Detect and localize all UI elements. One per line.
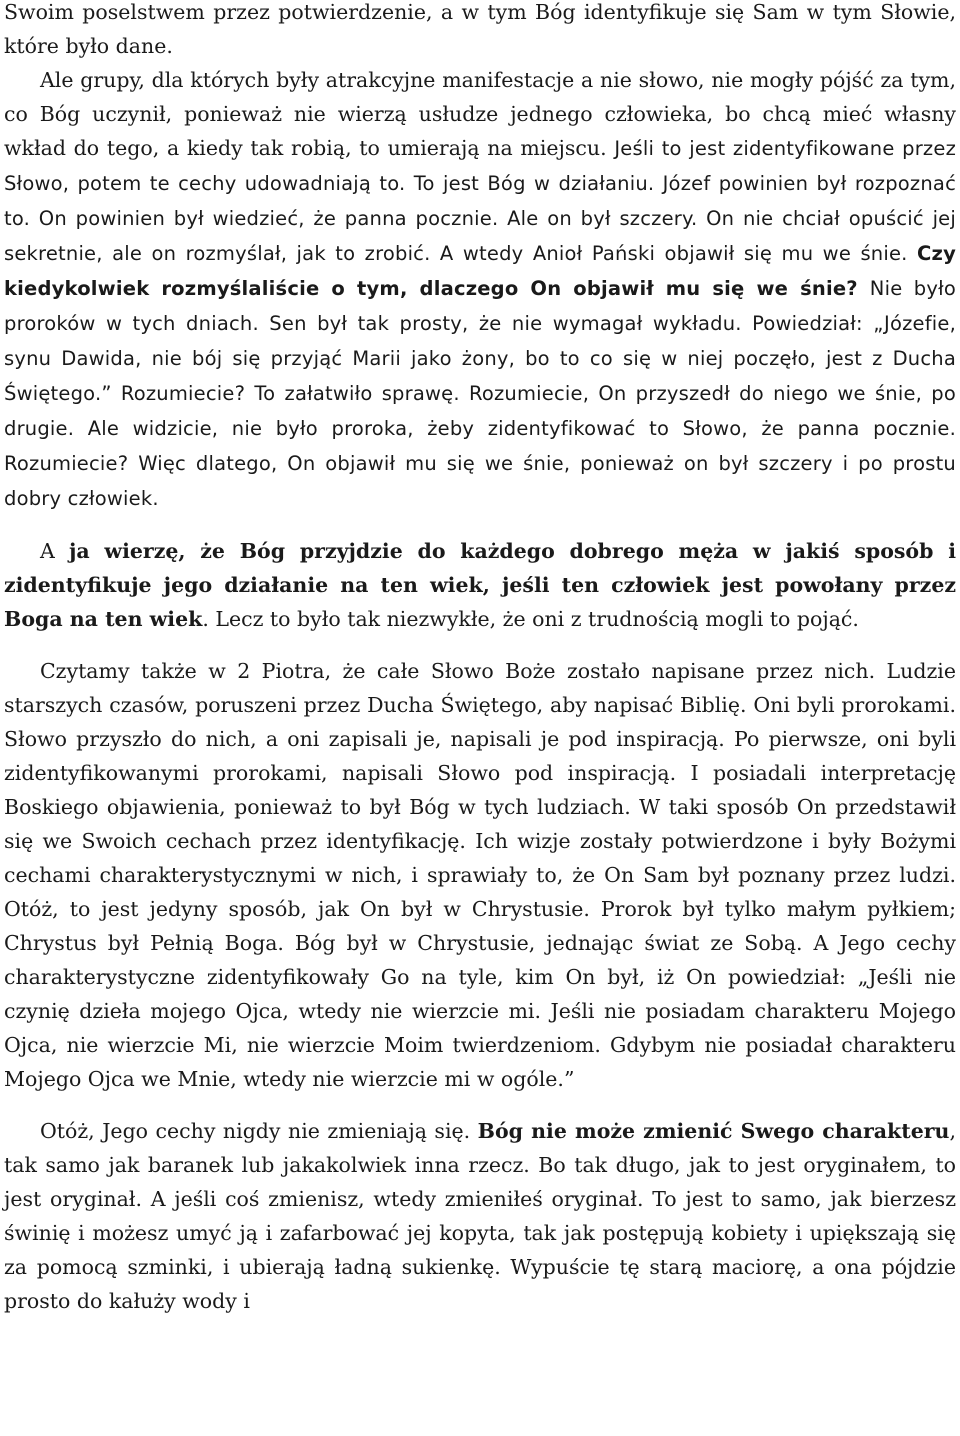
p1-sans-run-2: Nie było proroków w tych dniach. Sen był tak prosty, że nie wymagał wykładu. Powiedział: „Józefie, synu Dawida, nie bój się przyjąć Marii jako żony, bo to co się w niej poczęło, jest z Ducha Świętego.” Rozumiecie? To załatwiło sprawę. Rozumiecie, On przyszedł do niego we śnie, po drugie. Ale widzicie, nie było proroka, żeby zidentyfikować to Słowo, że panna pocznie. Rozumiecie? Więc dlatego, On objawił mu się we śnie, ponieważ on był szczery i po prostu dobry człowiek. xyxy=(4,277,956,510)
paragraph-1 xyxy=(0,0,960,516)
paragraph-4 xyxy=(0,1114,960,1318)
p4-bold-statement: Bóg nie może zmienić Swego charakteru xyxy=(477,1119,950,1143)
paragraph-2 xyxy=(0,534,960,636)
p2-tail: . Lecz to było tak niezwykłe, że oni z trudnością mogli to pojąć. xyxy=(202,607,859,631)
p1-sentence-2: Ale grupy, dla których były atrakcyjne manifestacje a nie słowo, nie mogły pójść za tym, co Bóg uczynił, ponieważ nie wierzą usłudze jednego człowieka, bo chcą mieć własny wkład do tego, a kiedy tak robią, to umierają na miejscu. xyxy=(4,68,956,160)
p1-bold-question: Czy kiedykolwiek rozmyślaliście o tym, dlaczego On objawił mu się we śnie? xyxy=(4,242,956,300)
p3-body: Czytamy także w 2 Piotra, że całe Słowo Boże zostało napisane przez nich. Ludzie starszych czasów, poruszeni przez Ducha Świętego, aby napisać Biblię. Oni byli prorokami. Słowo przyszło do nich, a oni zapisali je, napisali je pod inspiracją. Po pierwsze, oni byli zidentyfikowanymi prorokami, napisali Słowo pod inspiracją. I posiadali interpretację Boskiego objawienia, ponieważ to był Bóg w tych ludziach. W taki sposób On przedstawił się we Swoich cechach przez identyfikację. Ich wizje zostały potwierdzone i były Bożymi cechami charakterystycznymi w nich, i sprawiały to, że On Sam był poznany przez ludzi. Otóż, to jest jedyny sposób, jak On był w Chrystusie. Prorok był tylko małym pyłkiem; Chrystus był Pełnią Boga. Bóg był w Chrystusie, jednając świat ze Sobą. A Jego cechy charakterystyczne zidentyfikowały Go na tyle, kim On był, iż On powiedział: „Jeśli nie czynię dzieła mojego Ojca, wtedy nie wierzcie mi. Jeśli nie posiadam charakteru Mojego Ojca, nie wierzcie Mi, nie wierzcie Moim twierdzeniom. Gdybym nie posiadał charakteru Mojego Ojca we Mnie, wtedy nie wierzcie mi w ogóle.” xyxy=(4,659,956,1091)
p2-bold-statement: ja wierzę, że Bóg przyjdzie do każdego dobrego męża w jakiś sposób i zidentyfikuje jego działanie na ten wiek, jeśli ten człowiek jest powołany przez Boga na ten wiek xyxy=(4,539,956,631)
p4-lead: Otóż, Jego cechy nigdy nie zmieniają się. xyxy=(40,1119,478,1143)
p1-sans-run-1: Jeśli to jest zidentyfikowane przez Słowo, potem te cechy udowadniają to. To jest Bóg w działaniu. Józef powinien był rozpoznać to. On powinien był wiedzieć, że panna pocznie. Ale on był szczery. On nie chciał opuścić jej sekretnie, ale on rozmyślał, jak to zrobić. A wtedy Anioł Pański objawił się mu we śnie. xyxy=(4,137,956,265)
p2-lead: A xyxy=(40,539,69,563)
p1-sentence-1: Swoim poselstwem przez potwierdzenie, a w tym Bóg identyfikuje się Sam w tym Słowie, które było dane. xyxy=(4,0,956,58)
paragraph-3 xyxy=(0,654,960,1096)
p4-tail: , tak samo jak baranek lub jakakolwiek inna rzecz. Bo tak długo, jak to jest oryginałem, to jest oryginał. A jeśli coś zmienisz, wtedy zmieniłeś oryginał. To jest to samo, jak bierzesz świnię i możesz umyć ją i zafarbować jej kopyta, tak jak postępują kobiety i upiększają się za pomocą szminki, i ubierają ładną sukienkę. Wypuście tę starą maciorę, a ona pójdzie prosto do kałuży wody i xyxy=(4,1119,956,1313)
